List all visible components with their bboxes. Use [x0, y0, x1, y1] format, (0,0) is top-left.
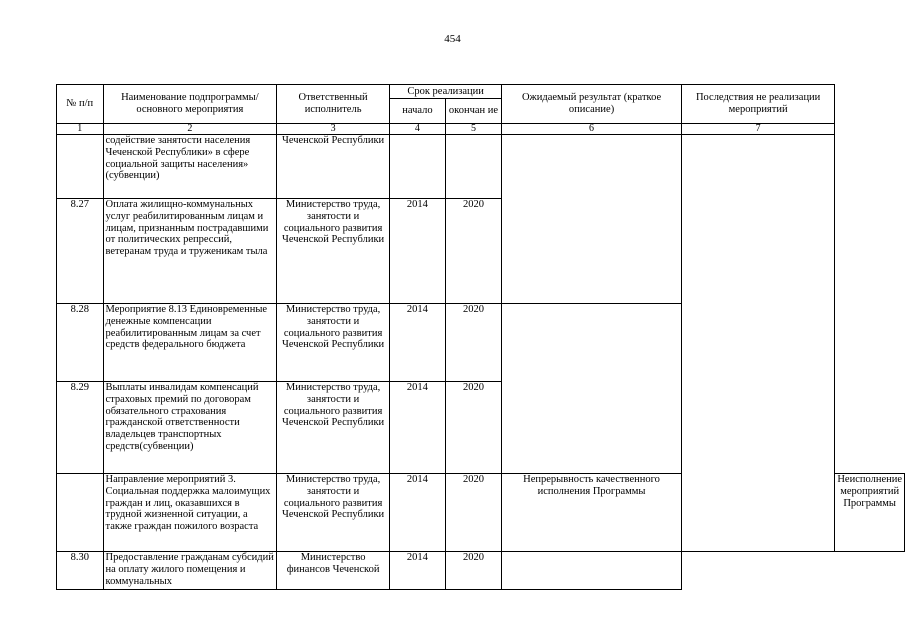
col-number: 1	[57, 124, 104, 135]
row-executor: Министерство труда, занятости и социального развития Чеченской Республики	[277, 199, 390, 304]
row-name: содействие занятости населения Чеченской Республики» в сфере социальной защиты населения» (субвенции)	[103, 135, 277, 199]
row-start	[390, 135, 446, 199]
row-end	[445, 135, 501, 199]
expected-cell-empty	[502, 304, 682, 474]
row-start: 2014	[390, 199, 446, 304]
col-number: 4	[390, 124, 446, 135]
col-number: 7	[681, 124, 834, 135]
header-num: № п/п	[57, 85, 104, 124]
consequences-cell-empty	[681, 135, 834, 552]
row-name: Выплаты инвалидам компенсаций страховых премий по договорам обязательного страхования гражданской ответственности владельцев транспортных средств(субвенции)	[103, 382, 277, 474]
row-name: Направление мероприятий 3. Социальная поддержка малоимущих граждан и лиц, оказавшихся в трудной жизненной ситуации, а также граждан пожилого возраста	[103, 474, 277, 552]
col-number: 3	[277, 124, 390, 135]
col-number: 6	[502, 124, 682, 135]
row-executor: Министерство труда, занятости и социального развития Чеченской Республики	[277, 304, 390, 382]
row-num	[57, 474, 104, 552]
row-executor: Министерство финансов Чеченской	[277, 552, 390, 590]
expected-cell-empty	[502, 552, 682, 590]
page-number: 454	[444, 33, 461, 45]
header-end: окончан ие	[445, 99, 501, 124]
row-num: 8.27	[57, 199, 104, 304]
header-executor: Ответственный исполнитель	[277, 85, 390, 124]
col-number: 5	[445, 124, 501, 135]
row-name: Предоставление гражданам субсидий на оплату жилого помещения и коммунальных	[103, 552, 277, 590]
header-name: Наименование подпрограммы/ основного мероприятия	[103, 85, 277, 124]
column-numbers-row	[57, 124, 905, 135]
header-period: Срок реализации	[390, 85, 502, 99]
expected-cell-empty	[502, 135, 682, 304]
row-end: 2020	[445, 474, 501, 552]
row-end: 2020	[445, 199, 501, 304]
row-consequences: Неисполнение мероприятий Программы	[835, 474, 905, 552]
table-row	[57, 135, 905, 199]
row-num	[57, 135, 104, 199]
row-name: Оплата жилищно-коммунальных услуг реабилитированным лицам и лицам, признанным пострадавшими от политических репрессий, ветеранам труда и труженикам тыла	[103, 199, 277, 304]
row-executor: Чеченской Республики	[277, 135, 390, 199]
row-num: 8.29	[57, 382, 104, 474]
row-end: 2020	[445, 552, 501, 590]
row-end: 2020	[445, 304, 501, 382]
row-name: Мероприятие 8.13 Единовременные денежные компенсации реабилитированным лицам за счет средств федерального бюджета	[103, 304, 277, 382]
row-end: 2020	[445, 382, 501, 474]
header-consequences: Последствия не реализации мероприятий	[681, 85, 834, 124]
row-num: 8.30	[57, 552, 104, 590]
row-num: 8.28	[57, 304, 104, 382]
col-number: 2	[103, 124, 277, 135]
row-start: 2014	[390, 304, 446, 382]
row-start: 2014	[390, 474, 446, 552]
header-expected: Ожидаемый результат (краткое описание)	[502, 85, 682, 124]
row-expected: Непрерывность качественного исполнения Программы	[502, 474, 682, 552]
row-executor: Министерство труда, занятости и социального развития Чеченской Республики	[277, 474, 390, 552]
row-start: 2014	[390, 382, 446, 474]
row-executor: Министерство труда, занятости и социального развития Чеченской Республики	[277, 382, 390, 474]
program-table	[56, 84, 905, 590]
table-row	[57, 552, 905, 590]
header-start: начало	[390, 99, 446, 124]
row-start: 2014	[390, 552, 446, 590]
